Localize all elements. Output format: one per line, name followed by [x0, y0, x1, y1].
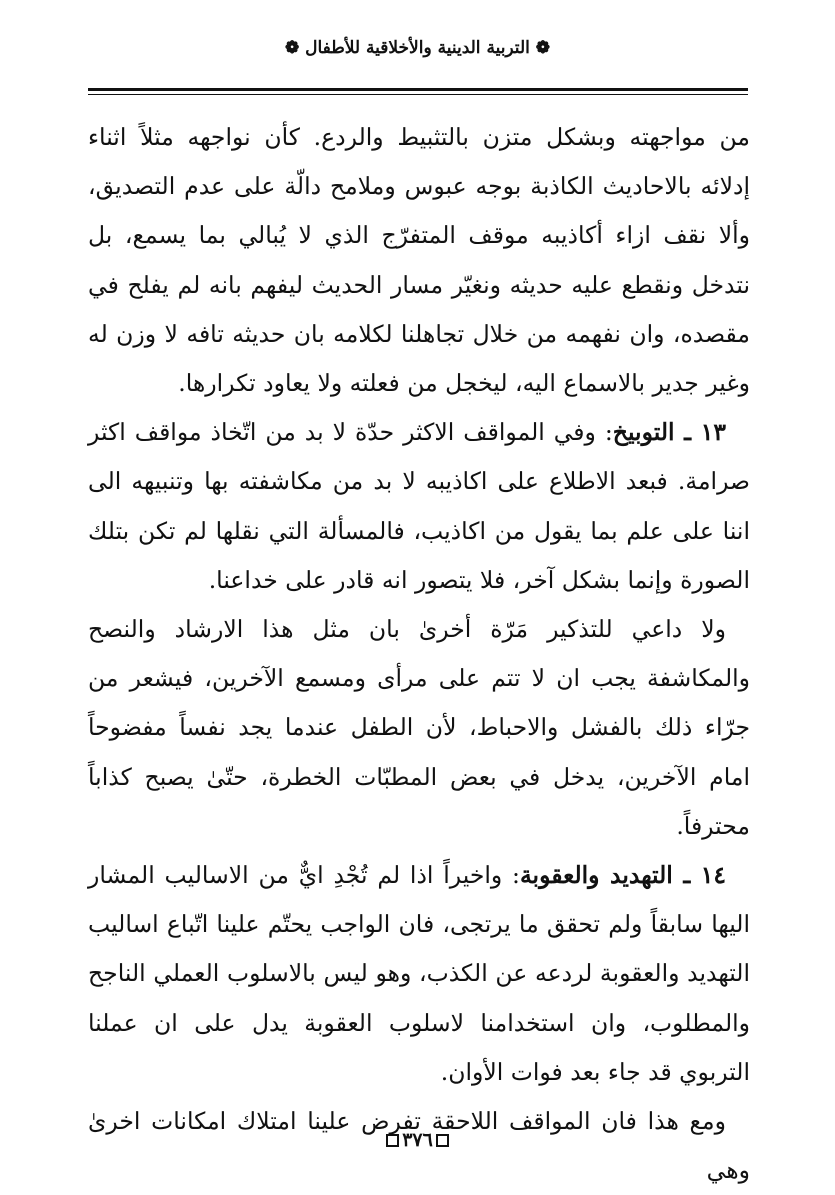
header-rule-thin [88, 94, 748, 95]
paragraph-text: : وفي المواقف الاكثر حدّة لا بد من اتّخاذ مواقف اكثر صرامة. فبعد الاطلاع على اكاذيبه لا بد من مكاشفته بها وتنبيهه الى اننا على علم بما يقول من اكاذيب، فالمسألة التي نقلها لم تكن بتلك الصورة وإنما بشكل آخر، فلا يتصور انه قادر على خداعنا. [88, 418, 750, 594]
paragraph-text: : واخيراً اذا لم تُجْدِ ايٌّ من الاساليب المشار اليها سابقاً ولم تحقق ما يرتجى، فان الواجب يحتّم علينا اتّباع اساليب التهديد والعقوبة لردعه عن الكذب، وهو ليس بالاسلوب العملي الناجح والمطلوب، وان استخدامنا لاسلوب العقوبة يدل على ان عملنا التربوي قد جاء بعد فوات الأوان. [88, 861, 750, 1086]
paragraph-2 [88, 408, 750, 605]
square-ornament-icon [436, 1134, 449, 1147]
page-number-footer [0, 1128, 835, 1151]
square-ornament-icon [386, 1134, 399, 1147]
body-text [88, 113, 750, 1195]
paragraph-4 [88, 851, 750, 1097]
paragraph-1 [88, 113, 750, 408]
header-rule-thick [88, 88, 748, 91]
page-number: ٣٧٦ [402, 1129, 433, 1151]
section-term-threat-punishment: ١٤ ـ التهديد والعقوبة [519, 861, 726, 890]
section-term-rebuke: ١٣ ـ التوبيخ [612, 418, 726, 447]
paragraph-text: ولا داعي للتذكير مَرّة أخرىٰ بان مثل هذا الارشاد والنصح والمكاشفة يجب ان لا تتم على مرأى ومسمع الآخرين، فيشعر من جرّاء ذلك بالفشل والاحباط، لأن الطفل عندما يجد نفساً مفضوحاً امام الآخرين، يدخل في بعض المطبّات الخطرة، حتّىٰ يصبح كذاباً محترفاً. [88, 615, 750, 840]
running-header: ❁ التربية الدينية والأخلاقية للأطفال ❁ [284, 38, 551, 58]
paragraph-text: ومع هذا فان المواقف اللاحقة تفرض علينا امتلاك امكانات اخرىٰ وهي [88, 1107, 750, 1185]
paragraph-3 [88, 605, 750, 851]
header-rule [88, 88, 748, 98]
paragraph-text: من مواجهته وبشكل متزن بالتثبيط والردع. كأن نواجهه مثلاً اثناء إدلائه بالاحاديث الكاذبة بوجه عبوس وملامح دالّة على عدم التصديق، وألا نقف ازاء أكاذيبه موقف المتفرّج الذي لا يُبالي بما يسمع، بل نتدخل ونقطع عليه حديثه ونغيّر مسار الحديث ليفهم بانه لم يفلح في مقصده، وان نفهمه من خلال تجاهلنا لكلامه بان حديثه تافه لا وزن له وغير جدير بالاسماع اليه، ليخجل من فعلته ولا يعاود تكرارها. [88, 123, 750, 398]
